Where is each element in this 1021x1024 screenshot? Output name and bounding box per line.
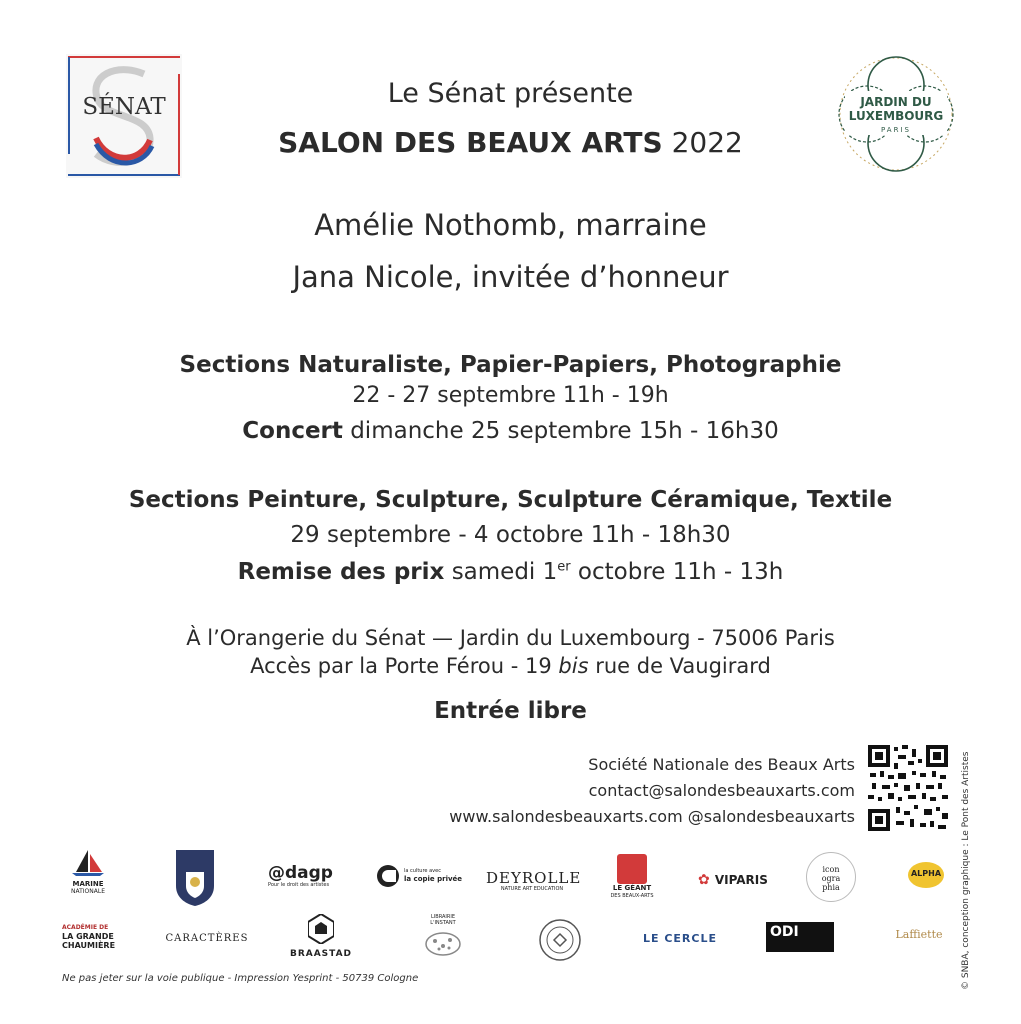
deyrolle-logo	[486, 869, 582, 892]
remise-pre: samedi 1	[451, 559, 558, 585]
icono-text: icon ogra phia	[821, 865, 841, 892]
entry-line: Entrée libre	[434, 698, 587, 724]
geant-beaux-arts-logo	[604, 854, 660, 899]
copie-line2: la copie privée	[404, 875, 463, 883]
adagp-logo	[268, 864, 338, 888]
footer-note: Ne pas jeter sur la voie publique - Impression Yesprint - 50739 Cologne	[62, 973, 419, 984]
braastad-logo	[288, 914, 354, 960]
laffiette-text: Laffiette	[895, 928, 943, 941]
jardin-logo-line1: JARDIN DU	[860, 95, 932, 109]
contact-email[interactable]: contact@salondesbeauxarts.com	[588, 781, 855, 800]
cp-icon	[376, 864, 402, 888]
venue-line2-pre: Accès par la Porte Férou - 19	[250, 654, 552, 678]
crest-logo	[174, 850, 216, 910]
copie-line1: la culture avec	[404, 868, 441, 874]
marine-line1: MARINE	[72, 880, 104, 888]
presents-line: Le Sénat présente	[387, 78, 634, 109]
credit-line: © SNBA, conception graphique : Le Pont des Artistes	[961, 751, 971, 990]
iconographia-logo	[806, 852, 856, 902]
marraine-line: Amélie Nothomb, marraine	[314, 208, 707, 242]
concert-details: dimanche 25 septembre 15h - 16h30	[350, 418, 779, 444]
alpha-text: ALPHA	[910, 869, 942, 878]
venue-line2-em: bis	[558, 654, 589, 678]
contact-org: Société Nationale des Beaux Arts	[588, 755, 855, 774]
adagp-sub: Pour le droit des artistes	[268, 882, 330, 888]
braastad-text: BRAASTAD	[289, 949, 353, 959]
cercle-text: LE CERCLE	[642, 932, 717, 945]
viparis-text: VIPARIS	[714, 873, 768, 887]
odi-logo	[766, 922, 834, 952]
invitee-line: Jana Nicole, invitée d’honneur	[292, 260, 729, 294]
viparis-logo	[698, 869, 770, 888]
deyrolle-text: DEYROLLE	[486, 869, 582, 887]
venue-line2-post: rue de Vaugirard	[595, 654, 771, 678]
academie-line2: LA GRANDE	[62, 932, 114, 941]
concert-line	[0, 418, 1021, 444]
leopard-icon	[423, 926, 463, 958]
session1-dates: 22 - 27 septembre 11h - 19h	[352, 383, 669, 408]
geant-line1: LE GÉANT	[612, 884, 652, 892]
adagp-text: @dagp	[268, 863, 333, 883]
laffiette-logo	[888, 928, 950, 941]
geant-box-icon	[617, 854, 647, 884]
remise-line	[0, 559, 1021, 585]
remise-label: Remise des prix	[237, 559, 445, 585]
viparis-flower-icon: ✿	[698, 872, 710, 888]
session2-sections: Sections Peinture, Sculpture, Sculpture Céramique, Textile	[128, 487, 893, 513]
concert-label: Concert	[242, 418, 343, 444]
caracteres-logo	[164, 933, 250, 944]
salon-title	[0, 126, 1021, 159]
le-cercle-logo	[640, 932, 720, 945]
geant-line2: DES BEAUX-ARTS	[610, 893, 654, 899]
salon-title-text: SALON DES BEAUX ARTS	[278, 126, 663, 159]
academie-line1: ACADÉMIE DE	[62, 924, 109, 931]
librairie-line1: LIBRAIRIE	[431, 914, 455, 920]
marine-line2: NATIONALE	[70, 888, 105, 895]
odi-text: ODI	[770, 924, 799, 940]
senat-logo-text: SÉNAT	[82, 94, 166, 120]
marine-nationale-logo	[62, 850, 114, 895]
sailboat-icon	[68, 850, 108, 876]
grande-chaumiere-logo	[62, 924, 118, 950]
session1-sections: Sections Naturaliste, Papier-Papiers, Photographie	[179, 352, 842, 378]
artisan-seal-icon	[538, 918, 582, 962]
venue-line2	[0, 654, 1021, 678]
jardin-logo-line2: LUXEMBOURG	[848, 109, 944, 123]
alpha-logo	[906, 862, 946, 888]
librairie-line2: L'INSTANT	[430, 920, 456, 926]
session2-dates: 29 septembre - 4 octobre 11h - 18h30	[290, 522, 731, 548]
venue-line1: À l’Orangerie du Sénat — Jardin du Luxembourg - 75006 Paris	[186, 626, 835, 650]
salon-year: 2022	[671, 126, 743, 159]
senat-logo	[66, 54, 182, 178]
remise-post: octobre 11h - 13h	[577, 559, 784, 585]
jardin-logo-line3: PARIS	[881, 126, 911, 134]
contact-web[interactable]: www.salondesbeauxarts.com @salondesbeauxarts	[449, 807, 855, 826]
remise-sup: er	[557, 559, 571, 575]
qr-code[interactable]	[868, 745, 948, 831]
academie-line3: CHAUMIÈRE	[62, 941, 116, 950]
librairie-instant-logo	[420, 914, 466, 962]
braastad-emblem-icon	[308, 914, 334, 944]
caracteres-text: CARACTÈRES	[165, 933, 249, 944]
deyrolle-sub: NATURE ART EDUCATION	[500, 886, 564, 892]
shield-icon	[174, 850, 216, 906]
artisan-logo	[538, 918, 582, 962]
